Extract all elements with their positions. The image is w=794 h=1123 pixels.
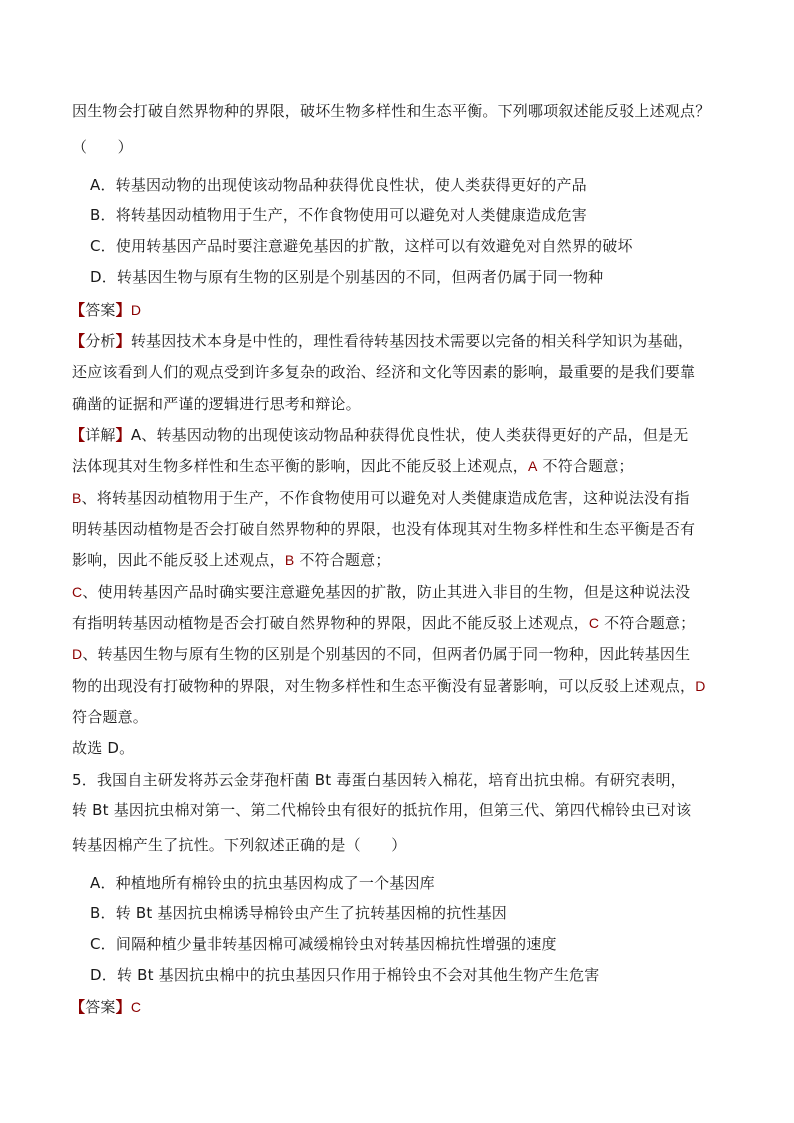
q4-analysis-line2: 还应该看到人们的观点受到许多复杂的政治、经济和文化等因素的影响，最重要的是我们要靠 (72, 363, 696, 381)
q5-stem-line2: 转 Bt 基因抗虫棉对第一、第二代棉铃虫有很好的抵抗作用，但第三代、第四代棉铃虫已对该 (72, 801, 692, 819)
q4-analysis-line1 (70, 331, 693, 351)
detail-a-mark: A (528, 458, 538, 474)
detail-d-mark: D (72, 646, 83, 662)
q4-detail-line9 (72, 676, 706, 696)
q4-option-c: C．使用转基因产品时要注意避免基因的扩散，这样可以有效避免对自然界的破坏 (90, 237, 633, 255)
q5-stem-line3: 转基因棉产生了抗性。下列叙述正确的是（ ） (72, 836, 407, 854)
analysis-text: 转基因技术本身是中性的，理性看待转基因技术需要以完备的相关科学知识为基础， (130, 332, 694, 350)
analysis-label: 分析 (85, 332, 116, 350)
q4-detail-line7 (72, 613, 695, 633)
detail-b-mark: B (72, 490, 82, 506)
q4-detail-line10: 符合题意。 (72, 708, 149, 726)
q5-answer-value: C (130, 999, 142, 1015)
q4-analysis-line3: 确凿的证据和严谨的逻辑进行思考和辩论。 (72, 395, 361, 413)
q5-option-a: A．种植地所有棉铃虫的抗虫基因构成了一个基因库 (90, 874, 435, 892)
q4-option-b: B．将转基因动植物用于生产，不作食物使用可以避免对人类健康造成危害 (90, 206, 587, 224)
q4-answer (70, 300, 141, 320)
detail-a-conclusion: 不符合题意； (537, 457, 634, 475)
detail-c-text2: 有指明转基因动植物是否会打破自然界物种的界限，因此不能反驳上述观点， (72, 614, 589, 632)
q4-detail-line6 (72, 582, 690, 602)
q4-detail-line2 (72, 456, 634, 476)
detail-c-mark: C (72, 584, 83, 600)
detail-bracket-close: 】 (115, 426, 131, 444)
detail-label: 详解 (85, 426, 116, 444)
detail-a-text2: 法体现其对生物多样性和生态平衡的影响，因此不能反驳上述观点， (72, 457, 529, 475)
q4-detail-line8 (72, 644, 690, 664)
detail-b-mark2: B (284, 552, 295, 568)
detail-b-text: 、将转基因动植物用于生产，不作食物使用可以避免对人类健康造成危害，这种说法没有指 (81, 489, 690, 507)
q5-answer-bracket-open: 【 (70, 998, 86, 1016)
q5-stem-line1: 5．我国自主研发将苏云金芽孢杆菌 Bt 毒蛋白基因转入棉花，培育出抗虫棉。有研究表明， (72, 771, 686, 789)
detail-c-mark2: C (588, 615, 600, 631)
q4-option-a: A．转基因动物的出现使该动物品种获得优良性状，使人类获得更好的产品 (90, 176, 587, 194)
q5-answer-bracket-close: 】 (115, 998, 131, 1016)
q5-option-d: D．转 Bt 基因抗虫棉中的抗虫基因只作用于棉铃虫不会对其他生物产生危害 (90, 966, 600, 984)
analysis-bracket-close: 】 (115, 332, 131, 350)
detail-c-conclusion: 不符合题意； (599, 614, 696, 632)
q4-detail-line4: 明转基因动植物是否会打破自然界物种的界限，也没有体现其对生物多样性和生态平衡是否有 (72, 520, 696, 538)
q5-option-c: C．间隔种植少量非转基因棉可减缓棉铃虫对转基因棉抗性增强的速度 (90, 935, 557, 953)
q4-detail-line1 (70, 425, 688, 445)
detail-c-text: 、使用转基因产品时确实要注意避免基因的扩散，防止其进入非目的生物，但是这种说法没 (82, 583, 691, 601)
answer-value: D (130, 302, 142, 318)
detail-d-mark2: D (695, 678, 706, 694)
detail-bracket-open: 【 (70, 426, 86, 444)
q4-stem-blank: （ ） (72, 138, 133, 156)
q4-conclusion: 故选 D。 (72, 739, 135, 757)
detail-d-text: 、转基因生物与原有生物的区别是个别基因的不同，但两者仍属于同一物种，因此转基因生 (82, 645, 691, 663)
q5-option-b: B．转 Bt 基因抗虫棉诱导棉铃虫产生了抗转基因棉的抗性基因 (90, 904, 508, 922)
detail-b-text3: 影响，因此不能反驳上述观点， (72, 551, 285, 569)
analysis-bracket-open: 【 (70, 332, 86, 350)
detail-a-text: A、转基因动物的出现使该动物品种获得优良性状，使人类获得更好的产品，但是无 (130, 426, 689, 444)
q4-detail-line5 (72, 550, 391, 570)
q4-detail-line3 (72, 488, 690, 508)
detail-d-text2: 物的出现没有打破物种的界限，对生物多样性和生态平衡没有显著影响，可以反驳上述观点， (72, 677, 696, 695)
q4-stem-line1: 因生物会打破自然界物种的界限，破坏生物多样性和生态平衡。下列哪项叙述能反驳上述观点？ (72, 102, 711, 120)
detail-b-conclusion: 不符合题意； (294, 551, 391, 569)
q5-answer-label: 答案 (85, 998, 116, 1016)
answer-bracket-open: 【 (70, 301, 86, 319)
answer-bracket-close: 】 (115, 301, 131, 319)
q5-answer (70, 997, 141, 1017)
q4-option-d: D．转基因生物与原有生物的区别是个别基因的不同，但两者仍属于同一物种 (90, 268, 604, 286)
answer-label: 答案 (85, 301, 116, 319)
